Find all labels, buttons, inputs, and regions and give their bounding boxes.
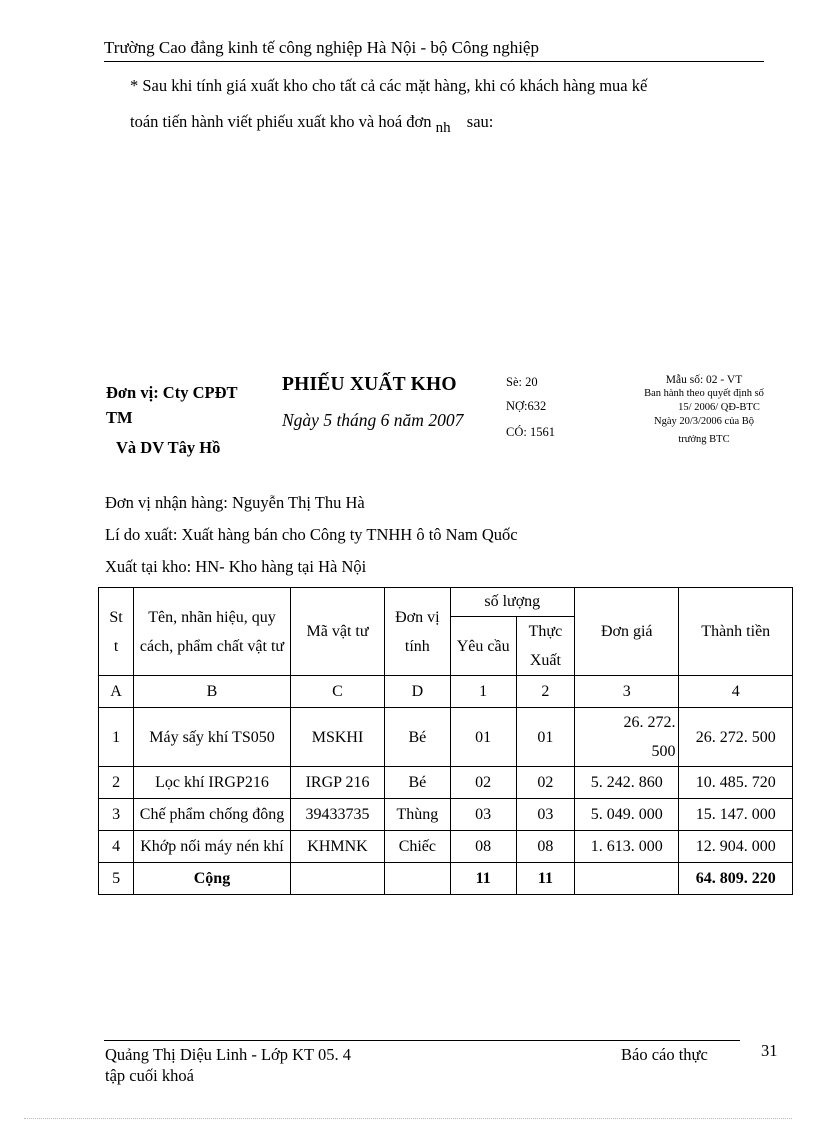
row-name: Máy sấy khí TS050 — [134, 708, 291, 767]
total-stt: 5 — [99, 863, 134, 895]
row-qty-requested: 01 — [450, 708, 516, 767]
intro-line-2-end: sau: — [466, 112, 494, 131]
row-qty-requested: 08 — [450, 831, 516, 863]
row-amount: 10. 485. 720 — [679, 767, 793, 799]
row-qty-requested: 03 — [450, 799, 516, 831]
issuing-unit — [106, 380, 276, 460]
row-stt: 2 — [99, 767, 134, 799]
form-line-5: trưởng BTC — [678, 434, 730, 445]
table-letter-row — [99, 676, 793, 708]
row-code: KHMNK — [290, 831, 384, 863]
unit-line-1: Đơn vị: Cty CPĐT — [106, 383, 238, 402]
voucher-title: PHIẾU XUẤT KHO — [282, 374, 457, 395]
row-amount: 26. 272. 500 — [679, 708, 793, 767]
form-line-1: Mẫu số: 02 - VT — [665, 374, 743, 386]
col-header-quantity: số lượng — [450, 588, 575, 617]
voucher-number: Sè: 20 — [506, 375, 538, 389]
row-stt: 1 — [99, 708, 134, 767]
col-header-amount: Thành tiền — [679, 588, 793, 676]
form-line-4: Ngày 20/3/2006 của Bộ — [653, 416, 755, 427]
table-row — [99, 831, 793, 863]
footer-rule — [104, 1040, 740, 1041]
row-unit: Chiếc — [385, 831, 450, 863]
intro-subscript: nh — [435, 120, 451, 136]
row-name: Khớp nối máy nén khí — [134, 831, 291, 863]
col-header-qty-requested: Yêu cầu — [450, 617, 516, 676]
row-price: 1. 613. 000 — [575, 831, 679, 863]
letter-cell: A — [99, 676, 134, 708]
warehouse-line: Xuất tại kho: HN- Kho hàng tại Hà Nội — [105, 557, 367, 576]
header-rule — [104, 61, 764, 62]
row-amount: 12. 904. 000 — [679, 831, 793, 863]
page-number: 31 — [761, 1041, 778, 1060]
form-line-3: 15/ 2006/ QĐ-BTC — [678, 402, 760, 413]
reason-line: Lí do xuất: Xuất hàng bán cho Công ty TNHH ô tô Nam Quốc — [105, 525, 518, 544]
total-qty-requested: 11 — [450, 863, 516, 895]
table-row — [99, 799, 793, 831]
row-price: 5. 049. 000 — [575, 799, 679, 831]
row-unit: Thùng — [385, 799, 450, 831]
intro-line-2 — [130, 112, 494, 136]
col-header-price: Đơn giá — [575, 588, 679, 676]
footer-author: Quảng Thị Diệu Linh - Lớp KT 05. 4 — [105, 1045, 351, 1064]
col-header-unit: Đơn vị tính — [385, 588, 450, 676]
goods-table — [98, 587, 793, 895]
row-name: Lọc khí IRGP216 — [134, 767, 291, 799]
footer-author-continued: tập cuối khoá — [105, 1066, 194, 1085]
unit-line-3: Và DV Tây Hồ — [116, 438, 221, 457]
footer-report: Báo cáo thực — [621, 1045, 708, 1064]
col-header-stt: St t — [99, 588, 134, 676]
row-amount: 15. 147. 000 — [679, 799, 793, 831]
row-unit: Bé — [385, 767, 450, 799]
letter-cell: 4 — [679, 676, 793, 708]
table-row — [99, 708, 793, 767]
row-qty-actual: 03 — [516, 799, 574, 831]
page-bottom-border — [24, 1118, 792, 1119]
col-header-qty-actual: Thực Xuất — [516, 617, 574, 676]
intro-line-1: * Sau khi tính giá xuất kho cho tất cả các mặt hàng, khi có khách hàng mua kế — [130, 76, 648, 95]
recipient-line: Đơn vị nhận hàng: Nguyễn Thị Thu Hà — [105, 493, 365, 512]
table-total-row — [99, 863, 793, 895]
page-header: Trường Cao đẳng kinh tế công nghiệp Hà Nội - bộ Công nghiệp — [104, 38, 539, 57]
col-header-code: Mã vật tư — [290, 588, 384, 676]
row-code: 39433735 — [290, 799, 384, 831]
row-code: MSKHI — [290, 708, 384, 767]
row-stt: 3 — [99, 799, 134, 831]
row-qty-actual: 02 — [516, 767, 574, 799]
col-header-name: Tên, nhãn hiệu, quy cách, phẩm chất vật tư — [134, 588, 291, 676]
row-price: 5. 242. 860 — [575, 767, 679, 799]
row-stt: 4 — [99, 831, 134, 863]
letter-cell: B — [134, 676, 291, 708]
letter-cell: 3 — [575, 676, 679, 708]
voucher-credit: CÓ: 1561 — [506, 425, 555, 439]
row-unit: Bé — [385, 708, 450, 767]
total-code-empty — [290, 863, 384, 895]
total-label: Cộng — [134, 863, 291, 895]
row-name: Chế phẩm chống đông — [134, 799, 291, 831]
form-line-2: Ban hành theo quyết định số — [644, 388, 764, 399]
letter-cell: 1 — [450, 676, 516, 708]
row-price: 26. 272. 500 — [575, 708, 679, 767]
total-unit-empty — [385, 863, 450, 895]
total-qty-actual: 11 — [516, 863, 574, 895]
form-reference — [618, 373, 790, 447]
table-header-row — [99, 588, 793, 617]
row-code: IRGP 216 — [290, 767, 384, 799]
unit-line-2: TM — [106, 408, 133, 427]
total-amount: 64. 809. 220 — [679, 863, 793, 895]
row-qty-actual: 01 — [516, 708, 574, 767]
row-qty-requested: 02 — [450, 767, 516, 799]
voucher-date: Ngày 5 tháng 6 năm 2007 — [282, 410, 464, 430]
total-price-empty — [575, 863, 679, 895]
intro-line-2-text: toán tiến hành viết phiếu xuất kho và hoá đơn — [130, 112, 432, 131]
letter-cell: C — [290, 676, 384, 708]
row-qty-actual: 08 — [516, 831, 574, 863]
voucher-debit: NỢ:632 — [506, 399, 547, 413]
table-row — [99, 767, 793, 799]
letter-cell: 2 — [516, 676, 574, 708]
letter-cell: D — [385, 676, 450, 708]
